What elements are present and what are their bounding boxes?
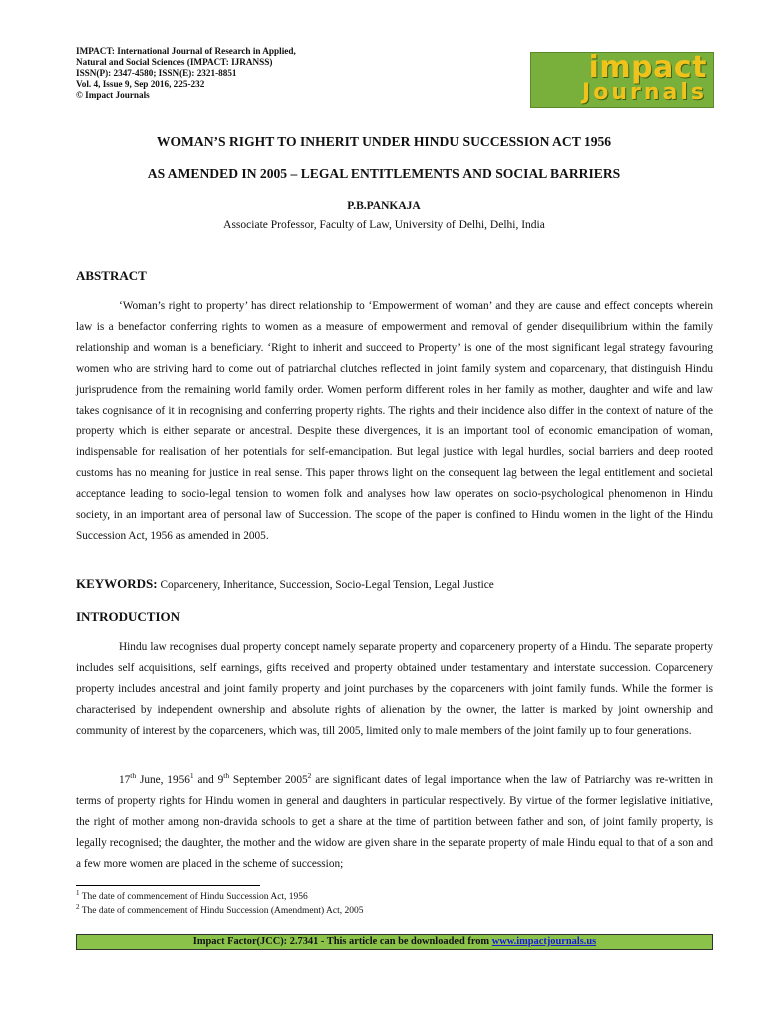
impact-factor-footer: [76, 934, 713, 950]
footnote-2: [76, 902, 364, 916]
journal-volume: Vol. 4, Issue 9, Sep 2016, 225-232: [76, 79, 205, 89]
logo-text-journals: Journals: [582, 80, 707, 105]
journal-issn: ISSN(P): 2347-4580; ISSN(E): 2321-8851: [76, 68, 237, 78]
footnote-1: [76, 888, 308, 902]
paragraph-2-body: are significant dates of legal importance when the law of Patriarchy was re-written in terms of property rights for Hindu women in general and daughters in particular respectively. By virtue of the former legislative initiative, the right of mother among non-dravida schools to get a share at the time of partition between father and son, of joint family property, is legally recognised; the daughter, the mother and the widow are given share in the separate property of male Hindu equal to that of a son and a few more women are placed in the scheme of succession;: [76, 774, 713, 870]
footnote-ref-1[interactable]: 1: [189, 771, 194, 781]
footnote-2-text: The date of commencement of Hindu Succession (Amendment) Act, 2005: [79, 906, 364, 916]
date-1-rest: June, 1956: [136, 774, 190, 786]
introduction-heading: INTRODUCTION: [76, 609, 181, 624]
introduction-paragraph-2: [76, 770, 713, 875]
footnote-2-number: 2: [76, 902, 80, 911]
keywords: [76, 576, 716, 592]
date-2-ordinal: th: [223, 771, 230, 781]
abstract-text: ‘Woman’s right to property’ has direct relationship to ‘Empowerment of woman’ and they are cause and effect concepts wherein law is a benefactor conferring rights to women as a measure of empowerment and removal of gender disequilibrium within the family relationship and woman is a beneficiary. ‘Right to inherit and succeed to Property’ is one of the most significant legal strategy favouring women who are striving hard to come out of patriarchal clutches reflected in joint family system and coparcenary, that distinguish Hindu jurisprudence from the remaining world family order. Women perform different roles in her family as mother, daughter and wife and law takes cognisance of it in recognising and conferring property rights. The rights and their incidence also differ in the context of nature of the property which is either separate or ancestral. Despite these divergences, it is an important tool of economic emancipation of woman, indispensable for realisation of her potentials for self-emancipation. But legal justice with legal hurdles, social barriers and deep rooted customs has no meaning for justice in real sense. This paper throws light on the consequent lag between the legal entitlement and societal acceptance leading to socio-legal tension to women folk and analyses how law operates on socio-psychological phenomenon in Hindu society, in an important area of personal law of Succession. The scope of the paper is confined to Hindu women in the light of the Hindu Succession Act, 1956 as amended in 2005.: [76, 300, 713, 542]
introduction-paragraph-1: Hindu law recognises dual property concept namely separate property and coparcenery property of a Hindu. The separate property includes self acquisitions, self earnings, gifts received and property obtained under testamentary and interstate succession. Coparcenery property includes ancestral and joint family property and joint purchases by the coparceners with joint family funds. While the former is characterised by independent ownership and absolute rights of alienation by the owner, the latter is marked by joint ownership and community of interest by the coparceners, which was, till 2005, limited only to male members of the joint family up to four generations.: [76, 641, 713, 737]
abstract-heading: ABSTRACT: [76, 268, 147, 283]
paper-title-line2: AS AMENDED IN 2005 – LEGAL ENTITLEMENTS AND SOCIAL BARRIERS: [147, 166, 621, 181]
impact-journals-logo: [530, 52, 714, 108]
journal-name-line2: Natural and Social Sciences (IMPACT: IJRANSS): [76, 57, 273, 67]
author-affiliation: Associate Professor, Faculty of Law, University of Delhi, Delhi, India: [223, 219, 545, 231]
date-2-rest: September 2005: [229, 774, 308, 786]
footer-text: Impact Factor(JCC): 2.7341 - This article can be downloaded from: [192, 936, 492, 947]
paper-title-line1: WOMAN’S RIGHT TO INHERIT UNDER HINDU SUCCESSION ACT 1956: [156, 134, 612, 149]
keywords-label: KEYWORDS:: [76, 576, 158, 591]
journal-name-line1: IMPACT: International Journal of Research in Applied,: [76, 46, 296, 56]
date-2-day: and 9: [193, 774, 224, 786]
journal-copyright: © Impact Journals: [76, 90, 150, 100]
footnote-ref-2[interactable]: 2: [307, 771, 312, 781]
keywords-text: Coparcenery, Inheritance, Succession, Socio-Legal Tension, Legal Justice: [157, 579, 494, 591]
date-1-day: 17: [119, 774, 131, 786]
journal-website-link[interactable]: www.impactjournals.us: [491, 936, 597, 947]
journal-header: [76, 46, 396, 101]
author-name: P.B.PANKAJA: [347, 200, 421, 212]
footnote-1-text: The date of commencement of Hindu Succession Act, 1956: [79, 892, 308, 902]
date-1-ordinal: th: [130, 771, 137, 781]
logo-text-impact: impact: [588, 50, 707, 85]
footnote-1-number: 1: [76, 888, 80, 897]
footnote-divider: [76, 885, 260, 886]
